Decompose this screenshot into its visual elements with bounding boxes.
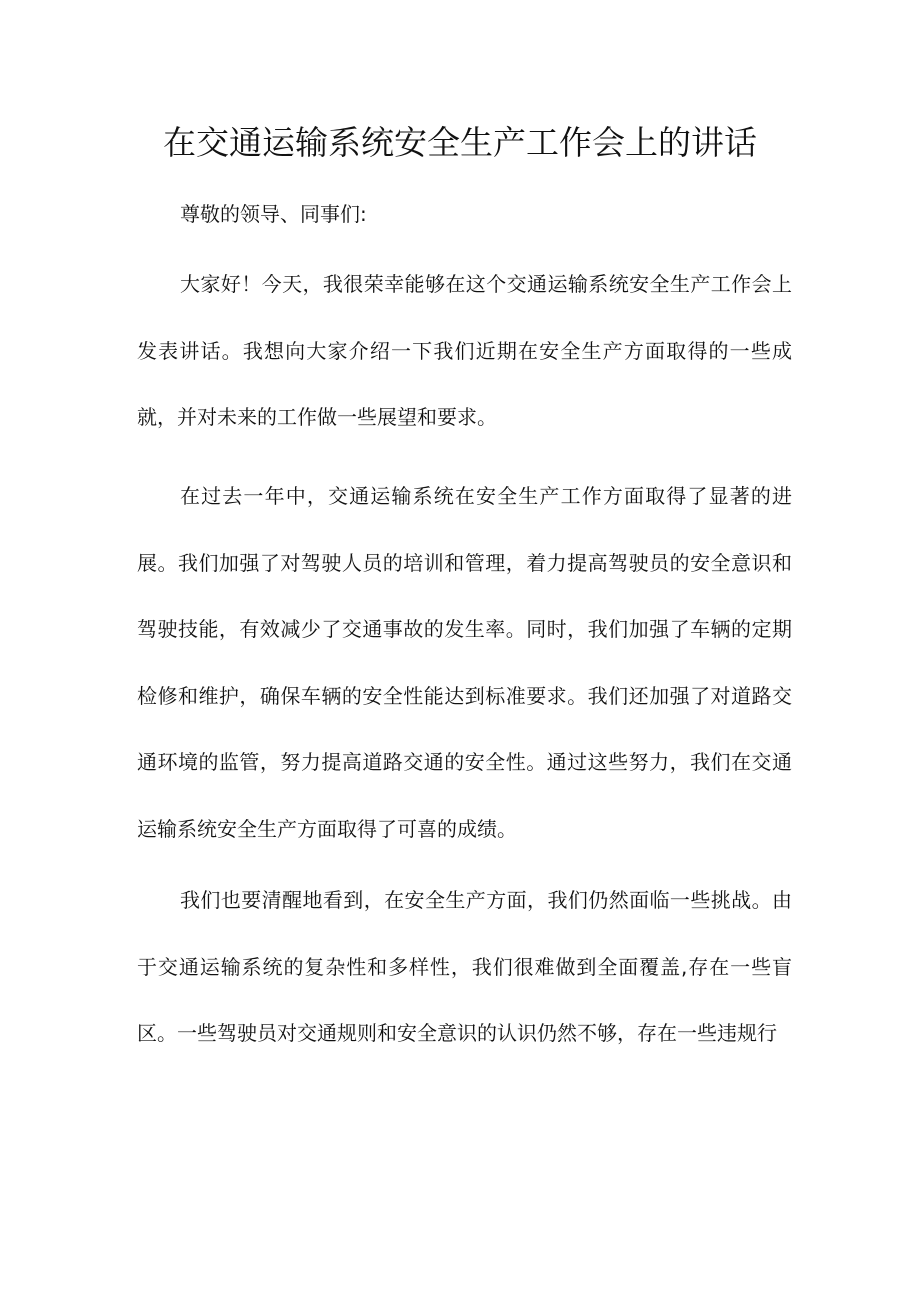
document-title: 在交通运输系统安全生产工作会上的讲话	[163, 123, 757, 162]
paragraph-greeting: 大家好！今天，我很荣幸能够在这个交通运输系统安全生产工作会上发表讲话。我想向大家介绍一下我们近期在安全生产方面取得的一些成就，并对未来的工作做一些展望和要求。	[137, 272, 792, 429]
salutation: 尊敬的领导、同事们:	[180, 202, 367, 226]
paragraph-achievements: 在过去一年中，交通运输系统在安全生产工作方面取得了显著的进展。我们加强了对驾驶人员的培训和管理，着力提高驾驶员的安全意识和驾驶技能，有效减少了交通事故的发生率。同时，我们加强了车辆的定期检修和维护，确保车辆的安全性能达到标准要求。我们还加强了对道路交通环境的监管，努力提高道路交通的安全性。通过这些努力，我们在交通运输系统安全生产方面取得了可喜的成绩。	[137, 484, 792, 841]
paragraph-challenges: 我们也要清醒地看到，在安全生产方面，我们仍然面临一些挑战。由于交通运输系统的复杂性和多样性，我们很难做到全面覆盖,存在一些盲区。一些驾驶员对交通规则和安全意识的认识仍然不够，存在一些违规行	[137, 888, 792, 1045]
